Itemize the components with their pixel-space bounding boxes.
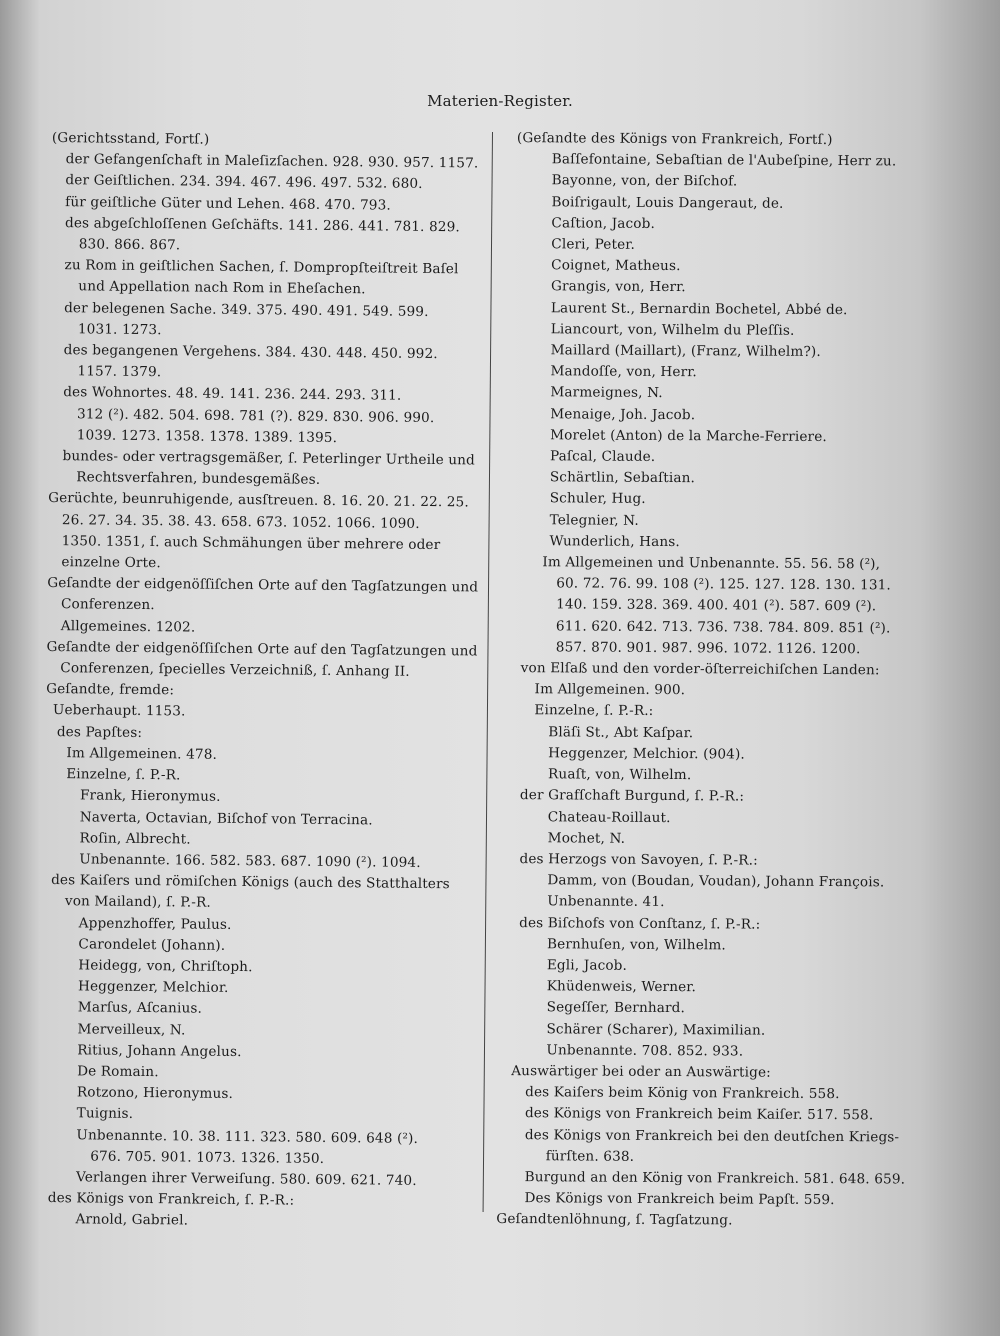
- index-entry-line: Rotzono, Hieronymus.: [76, 1084, 234, 1103]
- index-entry-line: und Appellation nach Rom in Eheſachen.: [78, 278, 366, 298]
- index-entry-line: Mandoſſe, von, Herr.: [550, 363, 697, 381]
- index-entry-line: Mochet, N.: [547, 829, 626, 847]
- index-entry-line: des abgeſchloſſenen Geſchäfts. 141. 286. 441. 781. 829.: [64, 214, 460, 236]
- index-entry-line: Burgund an den König von Frankreich. 581. 648. 659.: [524, 1169, 906, 1188]
- index-entry-line: Unbenannte. 708. 852. 933.: [546, 1042, 744, 1060]
- index-entry-line: Chateau-Roillaut.: [547, 808, 671, 826]
- index-entry-line: Bayonne, von, der Biſchof.: [551, 172, 738, 190]
- index-entry-line: Im Allgemeinen und Unbenannte. 55. 56. 58 (²),: [542, 554, 881, 573]
- index-entry-line: Im Allgemeinen. 478.: [66, 745, 218, 763]
- index-entry-line: Schärtlin, Sebaſtian.: [549, 469, 696, 487]
- index-entry-line: Bläſi St., Abt Kaſpar.: [548, 723, 694, 741]
- index-entry-line: (Geſandte des Königs von Frankreich, Fortſ.): [516, 130, 833, 149]
- index-entry-line: der Geiſtlichen. 234. 394. 467. 496. 497. 532. 680.: [65, 172, 423, 193]
- index-entry-line: bundes- oder vertragsgemäßer, ſ. Peterlinger Urtheile und: [62, 448, 476, 469]
- index-entry-line: 1157. 1379.: [77, 363, 162, 381]
- index-entry-line: 830. 866. 867.: [78, 236, 181, 254]
- index-entry-line: Damm, von (Boudan, Voudan), Johann François.: [547, 872, 885, 891]
- index-entry-line: Tuignis.: [76, 1105, 134, 1123]
- index-entry-line: 1350. 1351, ſ. auch Schmähungen über mehrere oder: [61, 532, 441, 553]
- index-entry-line: Schuler, Hug.: [549, 490, 646, 508]
- index-entry-line: Caſtion, Jacob.: [551, 215, 656, 232]
- index-entry-line: der belegenen Sache. 349. 375. 490. 491. 549. 599.: [64, 299, 429, 320]
- running-header: Materien-Register.: [427, 92, 573, 110]
- index-entry-line: 611. 620. 642. 713. 736. 738. 784. 809. 851 (²).: [555, 618, 891, 637]
- index-entry-line: Boiſrigault, Louis Dangeraut, de.: [551, 193, 784, 212]
- index-entry-line: einzelne Orte.: [61, 554, 161, 572]
- index-entry-line: Conferenzen.: [60, 596, 155, 614]
- index-entry-line: Des Königs von Frankreich beim Papſt. 559.: [524, 1190, 835, 1209]
- index-entry-line: Geſandte, fremde:: [46, 681, 175, 699]
- index-entry-line: 1031. 1273.: [77, 321, 162, 338]
- index-entry-line: fürſten. 638.: [545, 1148, 635, 1165]
- index-entry-line: Marſus, Aſcanius.: [77, 999, 203, 1017]
- index-entry-line: De Romain.: [77, 1063, 159, 1081]
- index-entry-line: 140. 159. 328. 369. 400. 401 (²). 587. 609 (²).: [556, 596, 877, 615]
- index-entry-line: Verlangen ihrer Verweiſung. 580. 609. 621. 740.: [75, 1169, 417, 1189]
- index-entry-line: Paſcal, Claude.: [549, 448, 656, 465]
- index-entry-line: des begangenen Vergehens. 384. 430. 448. 450. 992.: [63, 342, 438, 363]
- index-entry-line: Ueberhaupt. 1153.: [52, 702, 186, 720]
- index-entry-line: der Grafſchaft Burgund, ſ. P.-R.:: [519, 787, 745, 805]
- index-entry-line: Heidegg, von, Chriſtoph.: [78, 957, 253, 976]
- index-entry-line: Heggenzer, Melchior. (904).: [548, 745, 745, 763]
- index-entry-line: 676. 705. 901. 1073. 1326. 1350.: [90, 1148, 325, 1167]
- index-entry-line: Egli, Jacob.: [546, 957, 628, 974]
- index-entry-line: Bernhuſen, von, Wilhelm.: [546, 936, 726, 954]
- index-entry-line: Wunderlich, Hans.: [549, 533, 680, 550]
- index-entry-line: zu Rom in geiſtlichen Sachen, ſ. Dompropſteiſtreit Baſel: [64, 257, 459, 278]
- index-entry-line: 60. 72. 76. 99. 108 (²). 125. 127. 128. 130. 131.: [556, 575, 891, 594]
- index-entry-line: Einzelne, ſ. P.-R.:: [534, 702, 654, 720]
- index-entry-line: 312 (²). 482. 504. 698. 781 (?). 829. 830. 906. 990.: [76, 405, 435, 426]
- index-entry-line: Morelet (Anton) de la Marche-Ferriere.: [550, 427, 827, 445]
- index-entry-line: des Herzogs von Savoyen, ſ. P.-R.:: [519, 851, 758, 869]
- index-entry-line: des Königs von Frankreich, ſ. P.-R.:: [47, 1190, 295, 1209]
- index-entry-line: des Papſtes:: [56, 723, 143, 741]
- index-entry-line: Conferenzen, ſpecielles Verzeichniß, ſ. Anhang II.: [60, 660, 410, 680]
- index-entry-line: Carondelet (Johann).: [78, 936, 226, 954]
- index-entry-line: Maillard (Maillart), (Franz, Wilhelm?).: [550, 342, 821, 360]
- index-entry-line: Unbenannte. 41.: [547, 893, 665, 911]
- index-entry-line: für geiſtliche Güter und Lehen. 468. 470. 793.: [65, 193, 392, 214]
- index-entry-line: Unbenannte. 166. 582. 583. 687. 1090 (²). 1094.: [79, 851, 421, 871]
- index-entry-line: Roſin, Albrecht.: [79, 830, 191, 848]
- index-entry-line: des Wohnortes. 48. 49. 141. 236. 244. 293. 311.: [63, 384, 402, 405]
- index-entry-line: Coignet, Matheus.: [551, 257, 681, 275]
- index-entry-line: Laurent St., Bernardin Bochetel, Abbé de.: [550, 299, 848, 318]
- index-entry-line: 1039. 1273. 1358. 1378. 1389. 1395.: [76, 427, 338, 446]
- index-entry-line: Baſſefontaine, Sebaſtian de l'Aubeſpine, Herr zu.: [551, 151, 897, 170]
- index-entry-line: der Gefangenſchaft in Maleſizſachen. 928. 930. 957. 1157.: [65, 151, 479, 172]
- index-entry-line: Liancourt, von, Wilhelm du Pleſſis.: [550, 321, 795, 339]
- index-entry-line: Heggenzer, Melchior.: [77, 978, 229, 997]
- index-entry-line: Gerüchte, beunruhigende, ausſtreuen. 8. 16. 20. 21. 22. 25.: [48, 490, 469, 511]
- index-entry-line: Segeſſer, Bernhard.: [546, 999, 686, 1017]
- left-column: [40, 128, 492, 1235]
- index-entry-line: (Gerichtsstand, Fortſ.): [51, 129, 210, 148]
- index-entry-line: Unbenannte. 10. 38. 111. 323. 580. 609. 648 (²).: [76, 1126, 419, 1147]
- index-entry-line: Marmeignes, N.: [550, 384, 663, 402]
- index-entry-line: des Biſchofs von Conſtanz, ſ. P.-R.:: [519, 914, 761, 933]
- index-entry-line: Naverta, Octavian, Biſchof von Terracina.: [79, 808, 373, 828]
- index-entry-line: von Elſaß und den vorder-öſterreichiſchen Landen:: [520, 660, 880, 679]
- index-entry-line: Cleri, Peter.: [551, 236, 635, 253]
- index-entry-line: Khüdenweis, Werner.: [546, 978, 697, 996]
- index-entry-line: des Kaiſers und römiſchen Königs (auch des Statthalters: [51, 872, 450, 893]
- index-entry-line: Grangis, von, Herr.: [550, 278, 686, 296]
- index-entry-line: Einzelne, ſ. P.-R.: [66, 766, 181, 784]
- right-column: [496, 128, 923, 1233]
- index-entry-line: 857. 870. 901. 987. 996. 1072. 1126. 1200.: [555, 639, 861, 658]
- index-entry-line: Geſandte der eidgenöſſiſchen Orte auf den Tagſatzungen und: [46, 638, 478, 660]
- index-entry-line: 26. 27. 34. 35. 38. 43. 658. 673. 1052. 1066. 1090.: [61, 511, 420, 532]
- index-entry-line: Geſandte der eidgenöſſiſchen Orte auf den Tagſatzungen und: [47, 575, 479, 596]
- index-entry-line: Ruaſt, von, Wilhelm.: [548, 766, 692, 784]
- index-entry-line: Auswärtiger bei oder an Auswärtige:: [511, 1063, 771, 1081]
- index-entry-line: von Mailand), ſ. P.-R.: [64, 893, 211, 912]
- index-entry-line: Im Allgemeinen. 900.: [534, 681, 686, 699]
- index-entry-line: Ritius, Johann Angelus.: [77, 1042, 242, 1060]
- index-entry-line: Allgemeines. 1202.: [60, 617, 196, 636]
- index-entry-line: Geſandtenlöhnung, ſ. Tagſatzung.: [496, 1211, 733, 1229]
- index-entry-line: des Königs von Frankreich bei den deutſchen Kriegs-: [524, 1126, 900, 1145]
- index-entry-line: Frank, Hieronymus.: [79, 787, 221, 806]
- index-entry-line: Schärer (Scharer), Maximilian.: [546, 1020, 766, 1039]
- index-entry-line: Appenzhoffer, Paulus.: [78, 914, 232, 933]
- index-entry-line: Merveilleux, N.: [77, 1020, 186, 1038]
- index-entry-line: des Königs von Frankreich beim Kaiſer. 517. 558.: [524, 1105, 874, 1124]
- index-entry-line: des Kaiſers beim König von Frankreich. 558.: [525, 1084, 840, 1103]
- index-entry-line: Arnold, Gabriel.: [75, 1211, 189, 1229]
- index-entry-line: Menaige, Joh. Jacob.: [550, 405, 696, 423]
- index-entry-line: Rechtsverfahren, bundesgemäßes.: [76, 469, 321, 489]
- index-entry-line: Telegnier, N.: [549, 511, 639, 529]
